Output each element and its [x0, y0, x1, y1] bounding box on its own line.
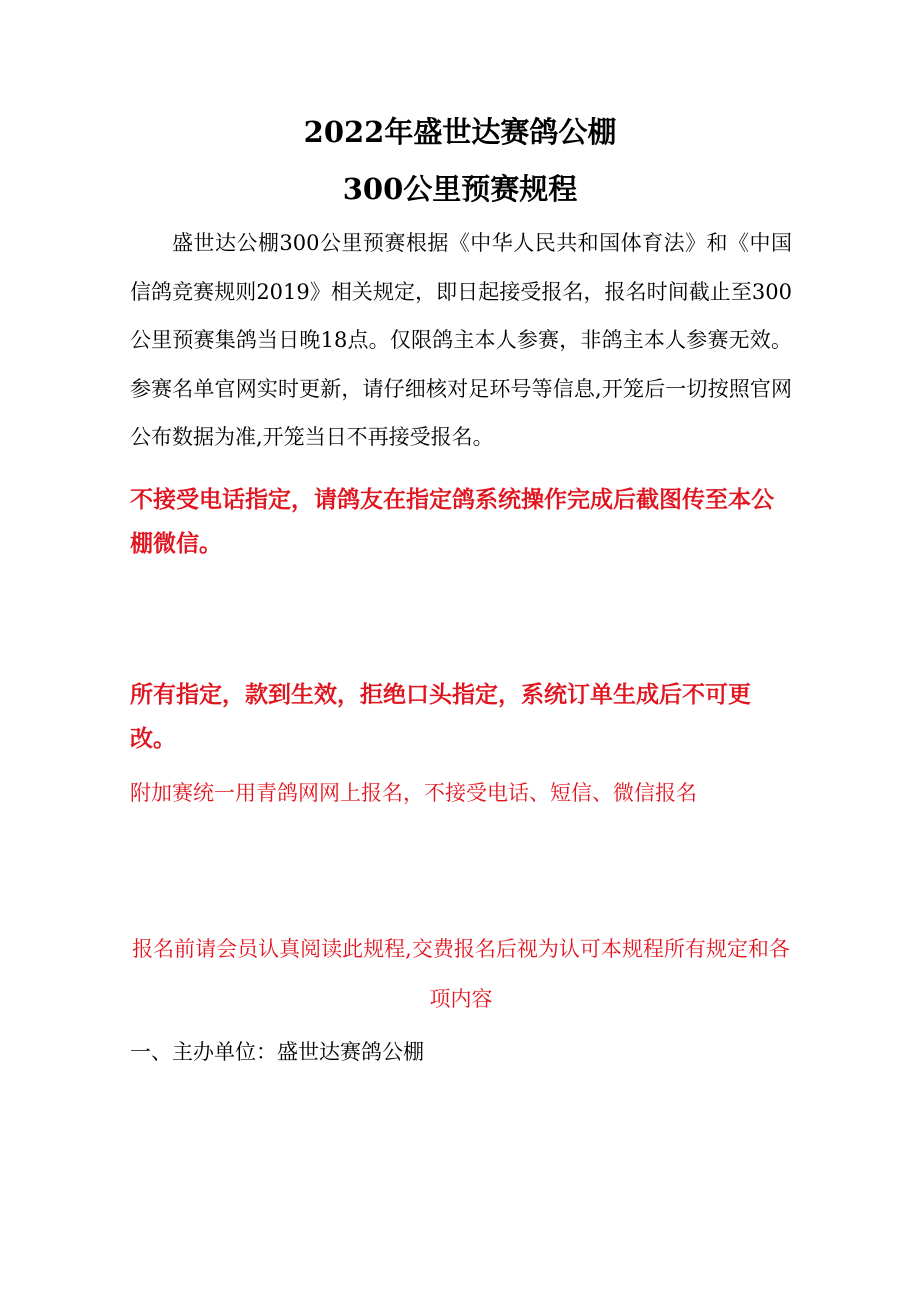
document-title-line1: 2022年盛世达赛鸽公棚	[303, 115, 617, 149]
reading-reminder: 报名前请会员认真阅读此规程,交费报名后视为认可本规程所有规定和各项内容	[132, 937, 790, 1011]
section-organizer: 一、主办单位：盛世达赛鸽公棚	[130, 1040, 424, 1064]
notice-payment-effective: 所有指定，款到生效，拒绝口头指定，系统订单生成后不可更改。	[130, 682, 751, 752]
document-title-line2: 300公里预赛规程	[342, 172, 578, 206]
intro-paragraph: 盛世达公棚300公里预赛根据《中华人民共和国体育法》和《中国信鸽竞赛规则2019》相关规定，即日起接受报名，报名时间截止至300公里预赛集鸽当日晚18点。仅限鸽主本人参赛，非鸽主本人参赛无效。参赛名单官网实时更新，请仔细核对足环号等信息,开笼后一切按照官网公布数据为准,开笼当日不再接受报名。	[130, 231, 792, 449]
notice-no-phone-designation: 不接受电话指定，请鸽友在指定鸽系统操作完成后截图传至本公棚微信。	[130, 487, 774, 557]
notice-online-registration: 附加赛统一用青鸽网网上报名，不接受电话、短信、微信报名	[130, 781, 697, 805]
